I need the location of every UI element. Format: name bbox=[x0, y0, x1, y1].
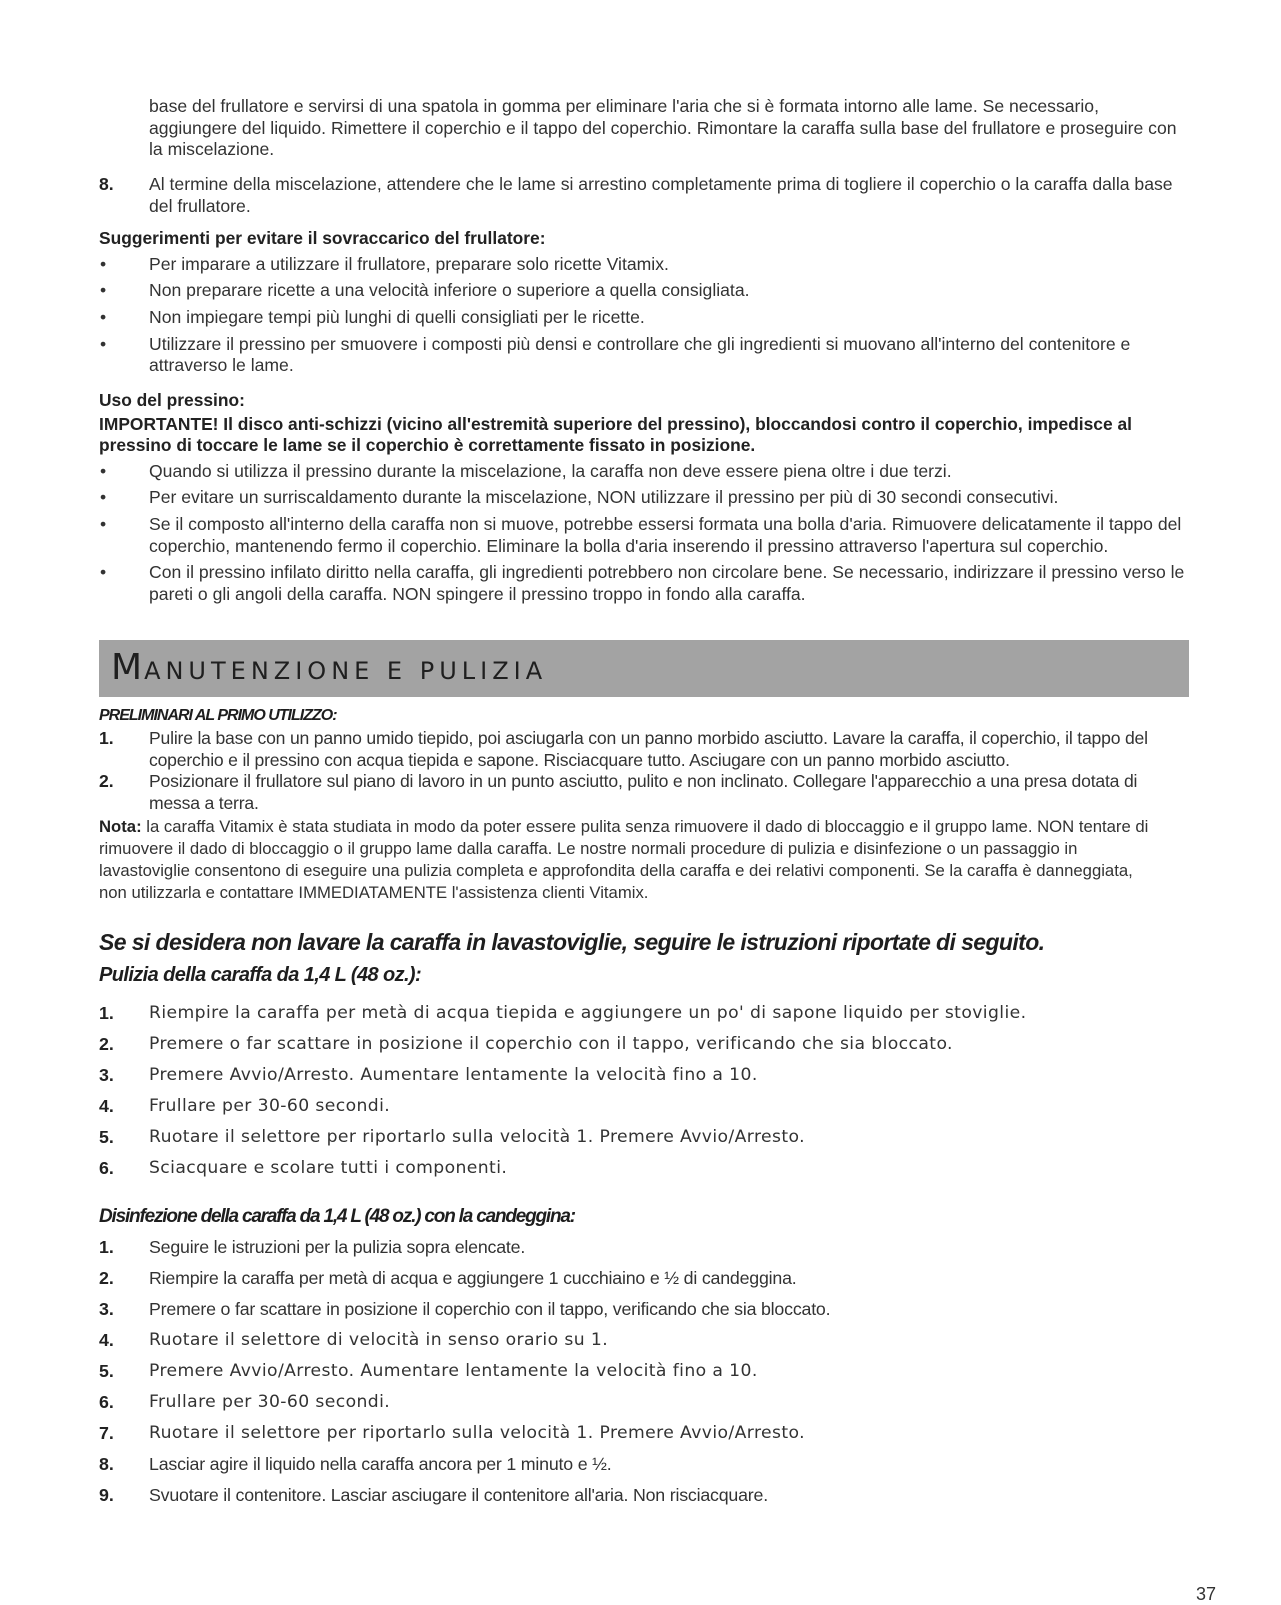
overload-tips bbox=[0, 228, 1281, 377]
list-item bbox=[0, 487, 1281, 509]
list-item bbox=[0, 1157, 1281, 1188]
section-header-band bbox=[99, 640, 1189, 697]
list-item bbox=[0, 1126, 1281, 1157]
list-item bbox=[0, 514, 1281, 557]
step-number: 6. bbox=[99, 1392, 114, 1412]
note-block bbox=[0, 816, 1281, 904]
list-item bbox=[0, 307, 1281, 329]
list-item bbox=[0, 1267, 1281, 1298]
list-item bbox=[0, 1329, 1281, 1360]
step-text: Posizionare il frullatore sul piano di lavoro in un punto asciutto, pulito e non inclinato. Collegare l'apparecchio a una presa dotata di messa a terra. bbox=[149, 771, 1138, 814]
step-text: Frullare per 30-60 secondi. bbox=[149, 1392, 391, 1412]
step-number: 2. bbox=[99, 1268, 114, 1288]
step-number: 9. bbox=[99, 1485, 114, 1505]
list-item bbox=[0, 1391, 1281, 1422]
section-title-rest: ANUTENZIONE E PULIZIA bbox=[144, 657, 548, 685]
step-number: 6. bbox=[99, 1158, 114, 1178]
list-item bbox=[0, 728, 1281, 771]
page-number: 37 bbox=[1196, 1584, 1217, 1604]
list-item-text: Se il composto all'interno della caraffa non si muove, potrebbe essersi formata una bolla d'aria. Rimuovere delicatamente il tappo del coperchio, mantenendo fermo il coperchio. Eliminare la bolla d'aria inserendo il pressino attraverso l'apertura sul coperchio. bbox=[149, 513, 1182, 556]
bullet-icon: • bbox=[100, 562, 107, 583]
section-title-initial: M bbox=[111, 647, 145, 688]
bullet-icon: • bbox=[100, 487, 107, 508]
list-item bbox=[0, 1422, 1281, 1453]
step-number: 4. bbox=[99, 1096, 114, 1116]
overload-heading: Suggerimenti per evitare il sovraccarico del frullatore: bbox=[99, 228, 546, 248]
preliminary-heading: PRELIMINARI AL PRIMO UTILIZZO: bbox=[99, 707, 337, 724]
step-8 bbox=[0, 174, 1281, 217]
list-item-text: Per imparare a utilizzare il frullatore, preparare solo ricette Vitamix. bbox=[149, 253, 669, 274]
step-number: 1. bbox=[99, 728, 114, 748]
step-text: Ruotare il selettore di velocità in senso orario su 1. bbox=[149, 1330, 609, 1350]
step-text: Ruotare il selettore per riportarlo sulla velocità 1. Premere Avvio/Arresto. bbox=[149, 1423, 805, 1443]
step-number: 2. bbox=[99, 771, 114, 792]
step-number: 2. bbox=[99, 1034, 114, 1054]
dishwasher-intro: Se si desidera non lavare la caraffa in lavastoviglie, seguire le istruzioni riportate di seguito. bbox=[99, 929, 1045, 955]
step-text: Riempire la caraffa per metà di acqua e aggiungere 1 cucchiaino e ½ di candeggina. bbox=[149, 1268, 797, 1288]
list-item-text: Non impiegare tempi più lunghi di quelli consigliati per le ricette. bbox=[149, 306, 645, 327]
list-item bbox=[0, 1484, 1281, 1515]
step-text: Lasciar agire il liquido nella caraffa ancora per 1 minuto e ½. bbox=[149, 1454, 612, 1474]
list-item bbox=[0, 771, 1281, 814]
note-label: Nota: bbox=[99, 817, 142, 836]
bullet-icon: • bbox=[100, 280, 107, 301]
step-number: 3. bbox=[99, 1299, 114, 1319]
list-item bbox=[0, 1453, 1281, 1484]
list-item bbox=[0, 1033, 1281, 1064]
step-number: 8. bbox=[99, 1454, 114, 1474]
step-text: Sciacquare e scolare tutti i componenti. bbox=[149, 1158, 508, 1178]
list-item bbox=[0, 461, 1281, 483]
section-title bbox=[111, 646, 547, 693]
list-item-text: Non preparare ricette a una velocità inferiore o superiore a quella consigliata. bbox=[149, 280, 750, 301]
continued-step-text: base del frullatore e servirsi di una spatola in gomma per eliminare l'aria che si è formata intorno alle lame. Se necessario, aggiungere del liquido. Rimettere il coperchio e il tappo del coperchio. Rimontare la caraffa sulla base del frullatore e proseguire con la miscelazione. bbox=[149, 96, 1177, 160]
step-text: Riempire la caraffa per metà di acqua tiepida e aggiungere un po' di sapone liquido per stoviglie. bbox=[149, 1003, 1027, 1023]
step-text: Svuotare il contenitore. Lasciar asciugare il contenitore all'aria. Non risciacquare. bbox=[149, 1485, 768, 1505]
bullet-icon: • bbox=[100, 460, 107, 481]
list-item bbox=[0, 254, 1281, 276]
list-item-text: Con il pressino infilato diritto nella caraffa, gli ingredienti potrebbero non circolare bene. Se necessario, indirizzare il pressino verso le pareti o gli angoli della caraffa. NON spingere il pressino troppo in fondo alla caraffa. bbox=[149, 562, 1185, 605]
note-text: la caraffa Vitamix è stata studiata in modo da poter essere pulita senza rimuovere il dado di bloccaggio e il gruppo lame. NON tentare di rimuovere il dado di bloccaggio o il gruppo lame dalla caraffa. Le nostre normali procedure di pulizia e disinfezione o un passaggio in lavastoviglie consentono di eseguire una pulizia completa e approfondita della caraffa e dei relativi componenti. Se la caraffa è danneggiata, non utilizzarla e contattare IMMEDIATAMENTE l'assistenza clienti Vitamix. bbox=[99, 817, 1149, 902]
tamper-heading: Uso del pressino: bbox=[99, 390, 245, 410]
step-text: Frullare per 30-60 secondi. bbox=[149, 1096, 391, 1116]
list-item bbox=[0, 1236, 1281, 1267]
sanitizing-section bbox=[0, 1203, 1281, 1515]
list-item bbox=[0, 1298, 1281, 1329]
list-item bbox=[0, 1360, 1281, 1391]
step-number: 5. bbox=[99, 1361, 114, 1381]
step-number: 1. bbox=[99, 1003, 114, 1023]
bullet-icon: • bbox=[100, 333, 107, 354]
list-item bbox=[0, 562, 1281, 605]
continued-step bbox=[0, 96, 1281, 161]
step-number: 8. bbox=[99, 174, 114, 194]
note-paragraph bbox=[99, 816, 1159, 904]
list-item-text: Per evitare un surriscaldamento durante la miscelazione, NON utilizzare il pressino per più di 30 secondi consecutivi. bbox=[149, 487, 1059, 508]
step-number: 3. bbox=[99, 1065, 114, 1085]
bullet-icon: • bbox=[100, 513, 107, 534]
tamper-usage bbox=[0, 390, 1281, 606]
step-text: Pulire la base con un panno umido tiepido, poi asciugarla con un panno morbido asciutto. Lavare la caraffa, il coperchio, il tappo del coperchio e il pressino con acqua tiepida e sapone. Risciacquare tutto. Asciugare con un panno morbido asciutto. bbox=[149, 728, 1148, 770]
sanitizing-heading: Disinfezione della caraffa da 1,4 L (48 oz.) con la candeggina: bbox=[99, 1206, 575, 1227]
step-text: Premere Avvio/Arresto. Aumentare lentamente la velocità fino a 10. bbox=[149, 1361, 758, 1381]
cleaning-steps bbox=[0, 1002, 1281, 1188]
step-number: 1. bbox=[99, 1237, 114, 1257]
preliminary-section bbox=[0, 706, 1281, 815]
step-number: 7. bbox=[99, 1423, 114, 1443]
list-item bbox=[0, 334, 1281, 377]
cleaning-section bbox=[0, 926, 1281, 1188]
step-text: Premere o far scattare in posizione il coperchio con il tappo, verificando che sia bloccato. bbox=[149, 1034, 953, 1054]
list-item-text: Quando si utilizza il pressino durante la miscelazione, la caraffa non deve essere piena oltre i due terzi. bbox=[149, 460, 952, 481]
bullet-icon: • bbox=[100, 306, 107, 327]
list-item-text: Utilizzare il pressino per smuovere i composti più densi e controllare che gli ingredienti si muovano all'interno del contenitore e attraverso le lame. bbox=[149, 333, 1131, 376]
bullet-icon: • bbox=[100, 253, 107, 274]
step-text: Ruotare il selettore per riportarlo sulla velocità 1. Premere Avvio/Arresto. bbox=[149, 1127, 805, 1147]
list-item bbox=[0, 1002, 1281, 1033]
list-item bbox=[0, 1064, 1281, 1095]
sanitizing-steps bbox=[0, 1236, 1281, 1515]
list-item bbox=[0, 1095, 1281, 1126]
cleaning-heading: Pulizia della caraffa da 1,4 L (48 oz.): bbox=[99, 964, 422, 986]
list-item bbox=[0, 280, 1281, 302]
step-text: Premere o far scattare in posizione il coperchio con il tappo, verificando che sia bloccato. bbox=[149, 1299, 831, 1319]
step-text: Seguire le istruzioni per la pulizia sopra elencate. bbox=[149, 1237, 526, 1257]
step-number: 5. bbox=[99, 1127, 114, 1147]
step-text: Premere Avvio/Arresto. Aumentare lentamente la velocità fino a 10. bbox=[149, 1065, 758, 1085]
step-number: 4. bbox=[99, 1330, 114, 1350]
step-text: Al termine della miscelazione, attendere che le lame si arrestino completamente prima di togliere il coperchio o la caraffa dalla base del frullatore. bbox=[149, 174, 1173, 216]
important-notice: IMPORTANTE! Il disco anti-schizzi (vicino all'estremità superiore del pressino), bloccandosi contro il coperchio, impedisce al pressino di toccare le lame se il coperchio è correttamente fissato in posizione. bbox=[99, 413, 1132, 455]
